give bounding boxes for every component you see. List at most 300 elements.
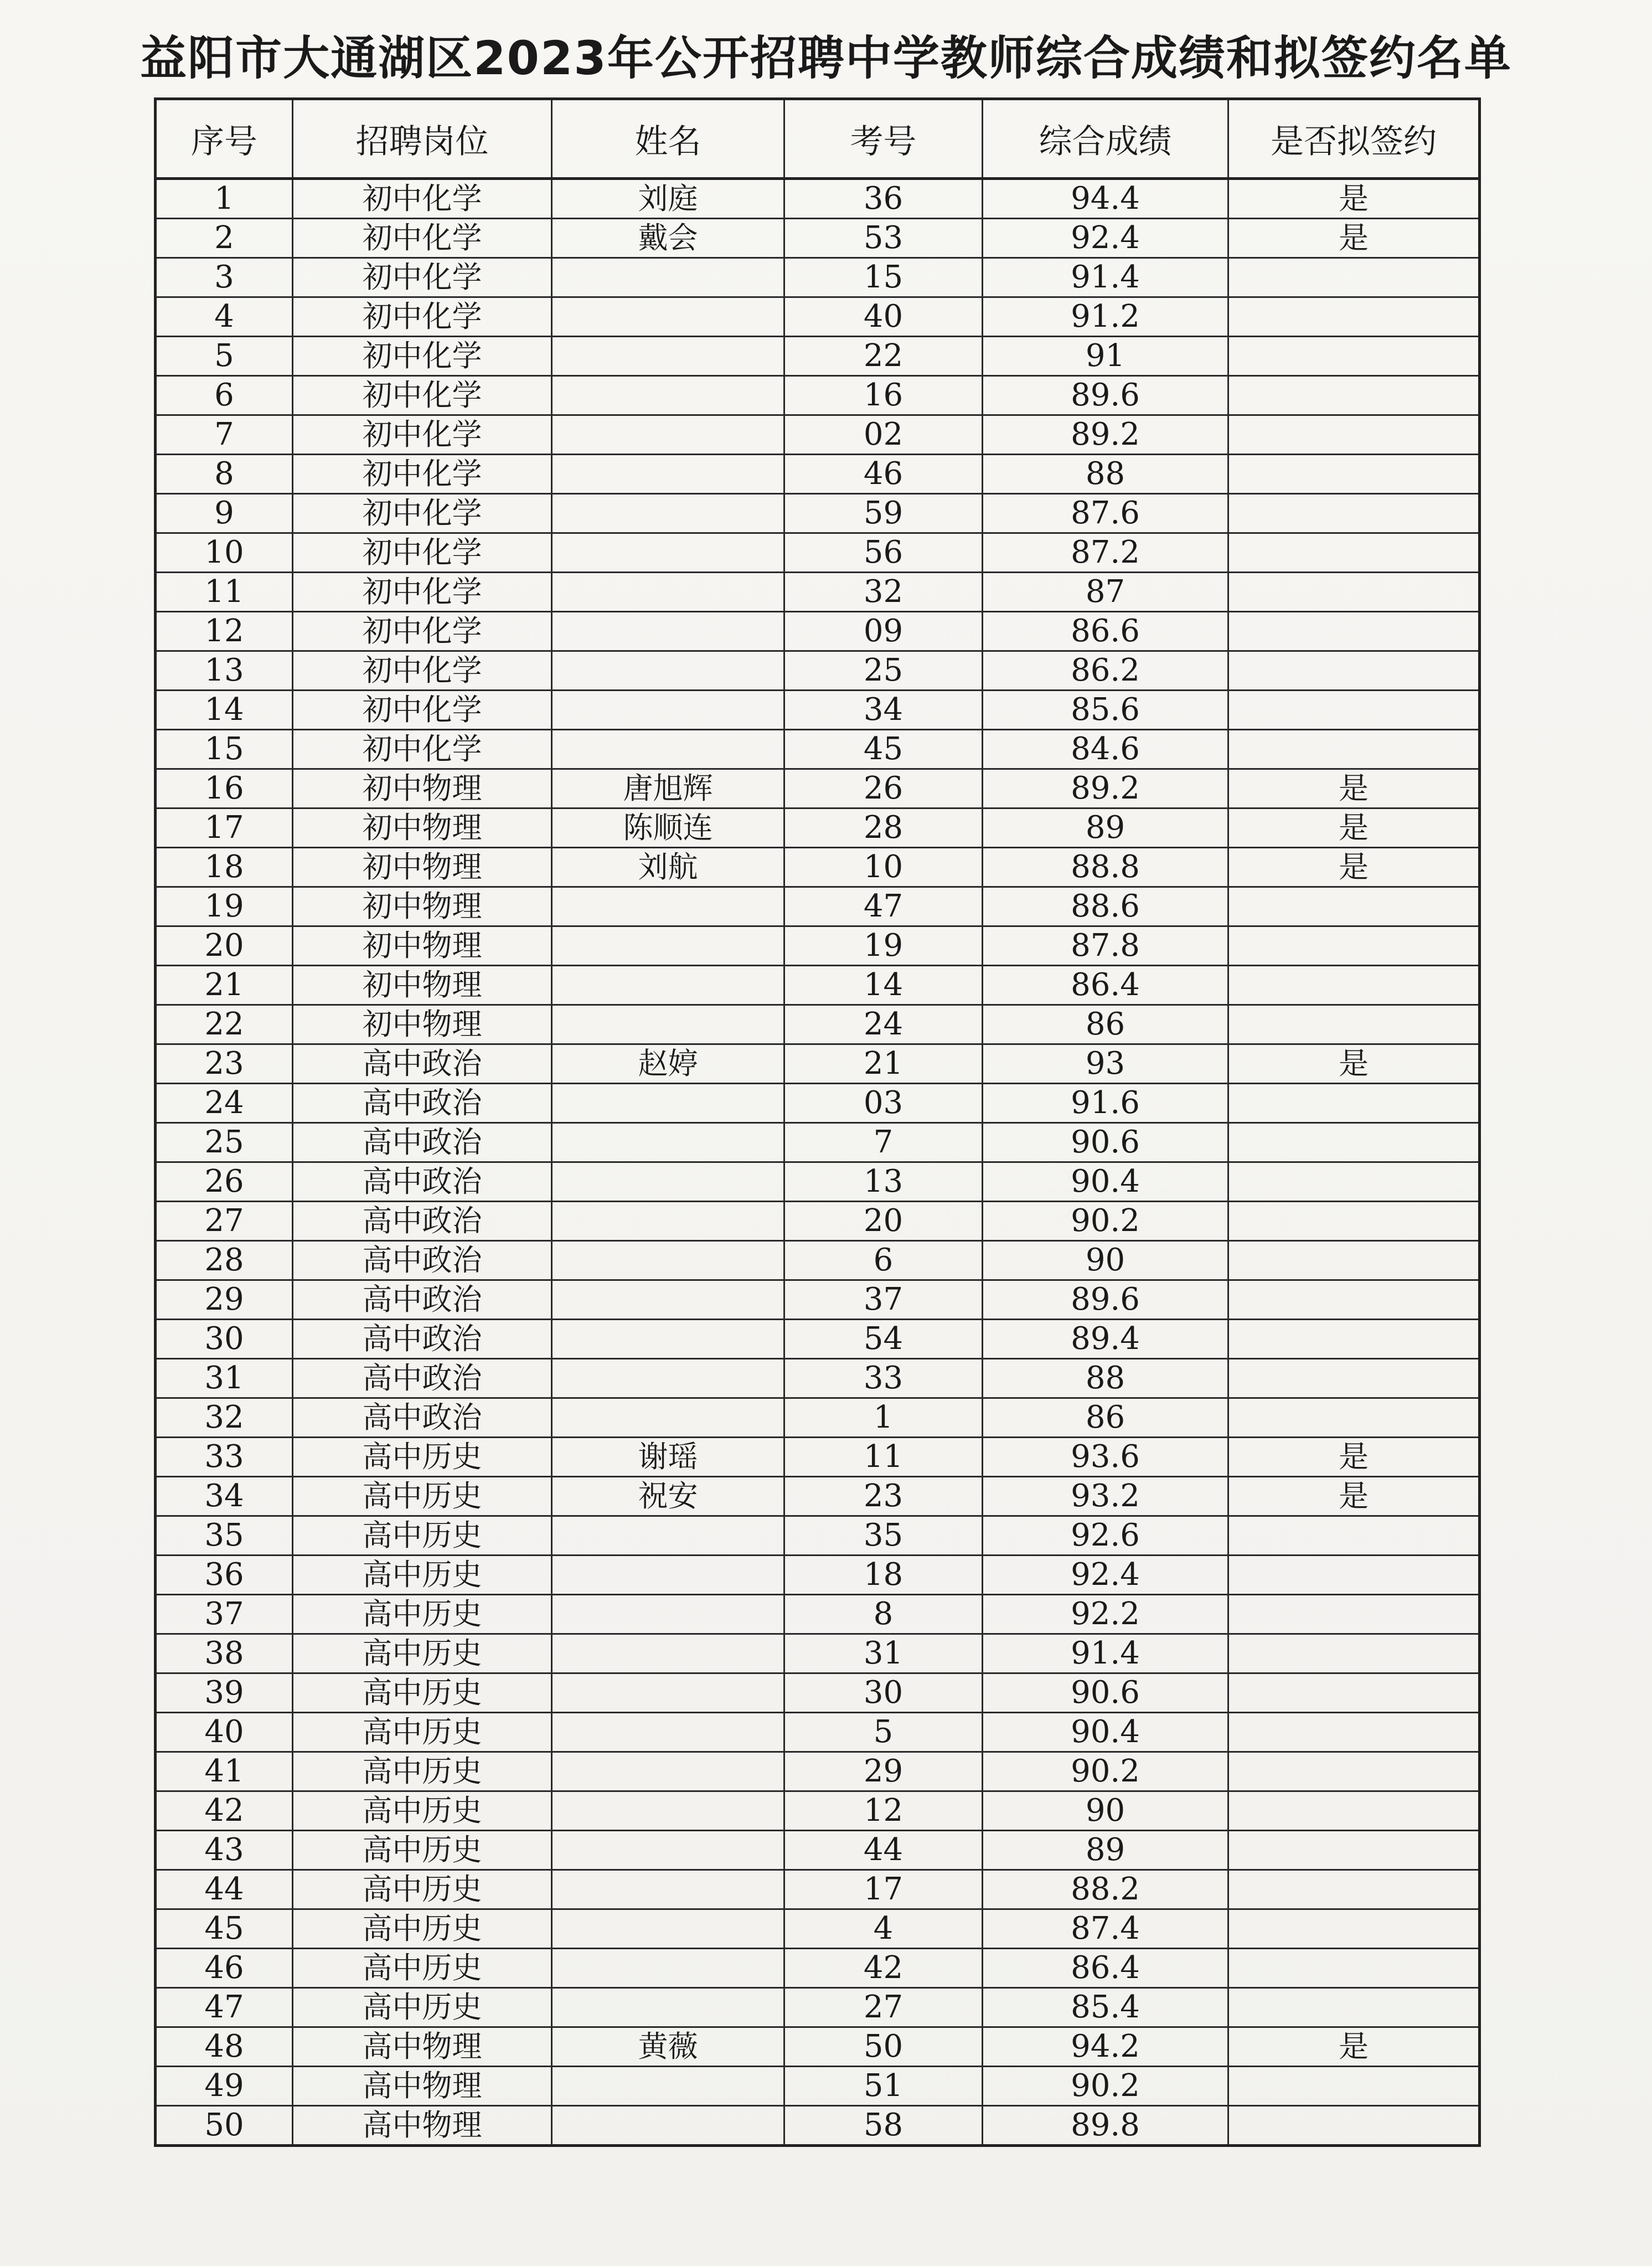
table-row xyxy=(156,926,1480,966)
row-name xyxy=(552,1005,784,1044)
row-name xyxy=(552,730,784,769)
row-index: 47 xyxy=(156,1988,293,2027)
row-index: 8 xyxy=(156,455,293,494)
row-score: 86.6 xyxy=(983,612,1228,651)
row-position: 初中物理 xyxy=(293,808,552,848)
table-body xyxy=(156,179,1480,2146)
table-row xyxy=(156,1123,1480,1162)
row-name xyxy=(552,1988,784,2027)
row-position: 高中历史 xyxy=(293,1870,552,1909)
row-index: 11 xyxy=(156,573,293,612)
row-score: 93 xyxy=(983,1044,1228,1084)
row-index: 25 xyxy=(156,1123,293,1162)
row-position: 高中政治 xyxy=(293,1123,552,1162)
table-row xyxy=(156,730,1480,769)
row-signing xyxy=(1228,1005,1480,1044)
row-score: 85.4 xyxy=(983,1988,1228,2027)
row-exam-number: 30 xyxy=(784,1673,983,1713)
row-index: 31 xyxy=(156,1359,293,1398)
row-score: 90.2 xyxy=(983,1752,1228,1791)
row-position: 高中历史 xyxy=(293,1438,552,1477)
table-row xyxy=(156,376,1480,415)
row-exam-number: 8 xyxy=(784,1595,983,1634)
row-exam-number: 16 xyxy=(784,376,983,415)
table-row xyxy=(156,2067,1480,2106)
row-signing xyxy=(1228,1988,1480,2027)
row-exam-number: 1 xyxy=(784,1398,983,1438)
row-exam-number: 15 xyxy=(784,258,983,297)
row-index: 23 xyxy=(156,1044,293,1084)
row-exam-number: 14 xyxy=(784,966,983,1005)
row-index: 4 xyxy=(156,297,293,337)
row-name xyxy=(552,1831,784,1870)
row-position: 初中化学 xyxy=(293,415,552,455)
row-position: 初中化学 xyxy=(293,297,552,337)
table-row xyxy=(156,1044,1480,1084)
row-exam-number: 59 xyxy=(784,494,983,533)
row-index: 21 xyxy=(156,966,293,1005)
row-score: 93.2 xyxy=(983,1477,1228,1516)
row-exam-number: 46 xyxy=(784,455,983,494)
row-index: 34 xyxy=(156,1477,293,1516)
row-name: 赵婷 xyxy=(552,1044,784,1084)
row-score: 92.6 xyxy=(983,1516,1228,1556)
row-score: 87.6 xyxy=(983,494,1228,533)
row-position: 高中政治 xyxy=(293,1359,552,1398)
row-score: 89.8 xyxy=(983,2106,1228,2146)
row-exam-number: 02 xyxy=(784,415,983,455)
row-index: 29 xyxy=(156,1280,293,1320)
row-name: 谢瑶 xyxy=(552,1438,784,1477)
row-name: 刘庭 xyxy=(552,179,784,219)
row-signing: 是 xyxy=(1228,1438,1480,1477)
row-name xyxy=(552,887,784,926)
table-row xyxy=(156,337,1480,376)
row-position: 初中化学 xyxy=(293,258,552,297)
row-index: 13 xyxy=(156,651,293,691)
row-exam-number: 33 xyxy=(784,1359,983,1398)
row-exam-number: 29 xyxy=(784,1752,983,1791)
row-signing xyxy=(1228,966,1480,1005)
table-row xyxy=(156,1752,1480,1791)
row-position: 高中政治 xyxy=(293,1044,552,1084)
row-index: 20 xyxy=(156,926,293,966)
row-index: 22 xyxy=(156,1005,293,1044)
row-score: 91.4 xyxy=(983,258,1228,297)
table-row xyxy=(156,219,1480,258)
row-name xyxy=(552,337,784,376)
row-position: 高中历史 xyxy=(293,1477,552,1516)
row-score: 91.4 xyxy=(983,1634,1228,1673)
row-score: 90.4 xyxy=(983,1162,1228,1202)
row-signing xyxy=(1228,1241,1480,1280)
row-position: 初中化学 xyxy=(293,651,552,691)
table-row xyxy=(156,1595,1480,1634)
row-signing xyxy=(1228,651,1480,691)
row-name xyxy=(552,533,784,573)
row-score: 89.2 xyxy=(983,415,1228,455)
row-position: 高中物理 xyxy=(293,2067,552,2106)
row-signing xyxy=(1228,258,1480,297)
row-score: 91 xyxy=(983,337,1228,376)
row-name xyxy=(552,1870,784,1909)
row-score: 86 xyxy=(983,1005,1228,1044)
row-signing xyxy=(1228,691,1480,730)
row-signing xyxy=(1228,926,1480,966)
table-row xyxy=(156,1634,1480,1673)
row-score: 94.4 xyxy=(983,179,1228,219)
header-position: 招聘岗位 xyxy=(293,99,552,179)
row-index: 32 xyxy=(156,1398,293,1438)
row-index: 6 xyxy=(156,376,293,415)
row-index: 26 xyxy=(156,1162,293,1202)
row-name: 刘航 xyxy=(552,848,784,887)
row-signing xyxy=(1228,1949,1480,1988)
row-signing xyxy=(1228,1713,1480,1752)
row-position: 高中政治 xyxy=(293,1320,552,1359)
table-row xyxy=(156,1359,1480,1398)
row-name xyxy=(552,415,784,455)
row-signing xyxy=(1228,1280,1480,1320)
row-exam-number: 4 xyxy=(784,1909,983,1949)
row-exam-number: 23 xyxy=(784,1477,983,1516)
row-name xyxy=(552,1909,784,1949)
row-exam-number: 24 xyxy=(784,1005,983,1044)
results-table xyxy=(154,97,1481,2147)
row-score: 88 xyxy=(983,455,1228,494)
row-score: 90 xyxy=(983,1791,1228,1831)
row-position: 高中历史 xyxy=(293,1713,552,1752)
row-signing xyxy=(1228,1556,1480,1595)
row-exam-number: 27 xyxy=(784,1988,983,2027)
row-exam-number: 17 xyxy=(784,1870,983,1909)
row-score: 91.6 xyxy=(983,1084,1228,1123)
row-index: 37 xyxy=(156,1595,293,1634)
row-name xyxy=(552,1280,784,1320)
row-score: 88.8 xyxy=(983,848,1228,887)
header-row xyxy=(156,99,1480,179)
row-position: 高中政治 xyxy=(293,1398,552,1438)
row-exam-number: 6 xyxy=(784,1241,983,1280)
row-index: 38 xyxy=(156,1634,293,1673)
header-name: 姓名 xyxy=(552,99,784,179)
row-score: 88 xyxy=(983,1359,1228,1398)
row-score: 92.2 xyxy=(983,1595,1228,1634)
row-score: 90.2 xyxy=(983,2067,1228,2106)
row-index: 39 xyxy=(156,1673,293,1713)
row-signing xyxy=(1228,612,1480,651)
row-signing xyxy=(1228,533,1480,573)
row-signing: 是 xyxy=(1228,1477,1480,1516)
table-row xyxy=(156,1949,1480,1988)
row-signing xyxy=(1228,573,1480,612)
table-row xyxy=(156,1162,1480,1202)
table-row xyxy=(156,887,1480,926)
row-exam-number: 28 xyxy=(784,808,983,848)
row-name xyxy=(552,376,784,415)
table-row xyxy=(156,1320,1480,1359)
table-row xyxy=(156,691,1480,730)
table-row xyxy=(156,848,1480,887)
row-exam-number: 35 xyxy=(784,1516,983,1556)
row-name: 祝安 xyxy=(552,1477,784,1516)
row-name xyxy=(552,2106,784,2146)
row-position: 初中物理 xyxy=(293,1005,552,1044)
row-signing: 是 xyxy=(1228,808,1480,848)
row-score: 92.4 xyxy=(983,1556,1228,1595)
row-exam-number: 22 xyxy=(784,337,983,376)
row-position: 初中化学 xyxy=(293,612,552,651)
table-row xyxy=(156,808,1480,848)
row-signing xyxy=(1228,1162,1480,1202)
row-exam-number: 5 xyxy=(784,1713,983,1752)
row-name xyxy=(552,1202,784,1241)
row-score: 90 xyxy=(983,1241,1228,1280)
header-score: 综合成绩 xyxy=(983,99,1228,179)
row-signing xyxy=(1228,376,1480,415)
row-exam-number: 18 xyxy=(784,1556,983,1595)
row-signing xyxy=(1228,1595,1480,1634)
row-score: 89.2 xyxy=(983,769,1228,808)
row-name xyxy=(552,1084,784,1123)
row-index: 17 xyxy=(156,808,293,848)
row-signing xyxy=(1228,1084,1480,1123)
row-signing xyxy=(1228,1831,1480,1870)
row-exam-number: 21 xyxy=(784,1044,983,1084)
row-signing xyxy=(1228,1634,1480,1673)
row-score: 85.6 xyxy=(983,691,1228,730)
row-name xyxy=(552,297,784,337)
row-score: 90.6 xyxy=(983,1123,1228,1162)
table-row xyxy=(156,1673,1480,1713)
header-index: 序号 xyxy=(156,99,293,179)
row-name xyxy=(552,1516,784,1556)
row-name xyxy=(552,926,784,966)
row-score: 90.6 xyxy=(983,1673,1228,1713)
row-position: 初中物理 xyxy=(293,887,552,926)
row-signing xyxy=(1228,1791,1480,1831)
row-index: 43 xyxy=(156,1831,293,1870)
table-row xyxy=(156,1202,1480,1241)
row-index: 49 xyxy=(156,2067,293,2106)
row-signing: 是 xyxy=(1228,179,1480,219)
row-signing xyxy=(1228,1320,1480,1359)
row-exam-number: 42 xyxy=(784,1949,983,1988)
row-score: 91.2 xyxy=(983,297,1228,337)
table-row xyxy=(156,258,1480,297)
row-position: 初中化学 xyxy=(293,376,552,415)
row-signing xyxy=(1228,1909,1480,1949)
row-signing xyxy=(1228,1752,1480,1791)
row-position: 高中历史 xyxy=(293,1949,552,1988)
row-signing xyxy=(1228,1673,1480,1713)
row-name xyxy=(552,1791,784,1831)
table-row xyxy=(156,1477,1480,1516)
row-signing xyxy=(1228,1202,1480,1241)
row-position: 高中历史 xyxy=(293,1909,552,1949)
row-exam-number: 11 xyxy=(784,1438,983,1477)
row-index: 40 xyxy=(156,1713,293,1752)
row-signing xyxy=(1228,730,1480,769)
row-position: 初中化学 xyxy=(293,455,552,494)
table-row xyxy=(156,455,1480,494)
row-name xyxy=(552,1595,784,1634)
row-position: 高中历史 xyxy=(293,1634,552,1673)
row-signing xyxy=(1228,1398,1480,1438)
row-exam-number: 25 xyxy=(784,651,983,691)
table-row xyxy=(156,1556,1480,1595)
row-name xyxy=(552,1949,784,1988)
row-exam-number: 13 xyxy=(784,1162,983,1202)
row-name xyxy=(552,1398,784,1438)
row-exam-number: 12 xyxy=(784,1791,983,1831)
row-score: 87.2 xyxy=(983,533,1228,573)
table-row xyxy=(156,1870,1480,1909)
row-score: 89.6 xyxy=(983,1280,1228,1320)
row-index: 28 xyxy=(156,1241,293,1280)
row-score: 89.6 xyxy=(983,376,1228,415)
row-exam-number: 32 xyxy=(784,573,983,612)
row-name xyxy=(552,573,784,612)
row-name xyxy=(552,691,784,730)
row-position: 高中物理 xyxy=(293,2106,552,2146)
row-signing: 是 xyxy=(1228,1044,1480,1084)
row-signing xyxy=(1228,337,1480,376)
table-row xyxy=(156,1398,1480,1438)
row-position: 高中政治 xyxy=(293,1084,552,1123)
row-exam-number: 10 xyxy=(784,848,983,887)
row-index: 3 xyxy=(156,258,293,297)
row-index: 9 xyxy=(156,494,293,533)
row-index: 14 xyxy=(156,691,293,730)
row-index: 1 xyxy=(156,179,293,219)
row-signing: 是 xyxy=(1228,848,1480,887)
row-name xyxy=(552,1634,784,1673)
row-index: 16 xyxy=(156,769,293,808)
row-index: 50 xyxy=(156,2106,293,2146)
row-index: 2 xyxy=(156,219,293,258)
row-index: 5 xyxy=(156,337,293,376)
table-row xyxy=(156,1791,1480,1831)
table-row xyxy=(156,297,1480,337)
row-exam-number: 37 xyxy=(784,1280,983,1320)
row-signing xyxy=(1228,1359,1480,1398)
table-header xyxy=(156,99,1480,179)
row-signing xyxy=(1228,1870,1480,1909)
row-position: 高中历史 xyxy=(293,1556,552,1595)
row-exam-number: 40 xyxy=(784,297,983,337)
table-row xyxy=(156,573,1480,612)
table-row xyxy=(156,2106,1480,2146)
row-position: 高中政治 xyxy=(293,1162,552,1202)
header-exam-number: 考号 xyxy=(784,99,983,179)
row-signing xyxy=(1228,415,1480,455)
row-position: 初中化学 xyxy=(293,533,552,573)
row-index: 18 xyxy=(156,848,293,887)
row-position: 高中历史 xyxy=(293,1791,552,1831)
row-position: 初中物理 xyxy=(293,769,552,808)
row-signing: 是 xyxy=(1228,2027,1480,2067)
row-position: 初中物理 xyxy=(293,848,552,887)
row-score: 90.2 xyxy=(983,1202,1228,1241)
row-position: 高中历史 xyxy=(293,1516,552,1556)
row-score: 90.4 xyxy=(983,1713,1228,1752)
row-signing: 是 xyxy=(1228,219,1480,258)
row-name xyxy=(552,651,784,691)
row-name xyxy=(552,1162,784,1202)
row-exam-number: 34 xyxy=(784,691,983,730)
row-exam-number: 56 xyxy=(784,533,983,573)
row-position: 初中化学 xyxy=(293,219,552,258)
row-position: 初中物理 xyxy=(293,926,552,966)
row-signing xyxy=(1228,2067,1480,2106)
table-row xyxy=(156,1988,1480,2027)
row-score: 93.6 xyxy=(983,1438,1228,1477)
row-position: 高中历史 xyxy=(293,1595,552,1634)
row-position: 高中历史 xyxy=(293,1673,552,1713)
row-index: 7 xyxy=(156,415,293,455)
row-exam-number: 03 xyxy=(784,1084,983,1123)
row-position: 初中化学 xyxy=(293,691,552,730)
row-index: 27 xyxy=(156,1202,293,1241)
row-index: 48 xyxy=(156,2027,293,2067)
row-index: 46 xyxy=(156,1949,293,1988)
row-score: 86.4 xyxy=(983,1949,1228,1988)
row-index: 44 xyxy=(156,1870,293,1909)
table-row xyxy=(156,1241,1480,1280)
row-position: 初中化学 xyxy=(293,573,552,612)
row-signing xyxy=(1228,455,1480,494)
row-index: 30 xyxy=(156,1320,293,1359)
row-name xyxy=(552,966,784,1005)
row-exam-number: 36 xyxy=(784,179,983,219)
row-score: 89 xyxy=(983,808,1228,848)
row-position: 高中政治 xyxy=(293,1280,552,1320)
row-score: 84.6 xyxy=(983,730,1228,769)
table-row xyxy=(156,651,1480,691)
row-name xyxy=(552,1241,784,1280)
row-position: 初中化学 xyxy=(293,494,552,533)
row-signing xyxy=(1228,887,1480,926)
row-name xyxy=(552,1752,784,1791)
table-row xyxy=(156,1831,1480,1870)
row-index: 19 xyxy=(156,887,293,926)
row-score: 86.2 xyxy=(983,651,1228,691)
row-name xyxy=(552,1359,784,1398)
row-name: 陈顺连 xyxy=(552,808,784,848)
table-row xyxy=(156,494,1480,533)
row-exam-number: 45 xyxy=(784,730,983,769)
row-name xyxy=(552,1320,784,1359)
row-name xyxy=(552,1123,784,1162)
table-row xyxy=(156,2027,1480,2067)
table-row xyxy=(156,1084,1480,1123)
row-score: 89 xyxy=(983,1831,1228,1870)
row-signing xyxy=(1228,2106,1480,2146)
row-index: 36 xyxy=(156,1556,293,1595)
row-index: 45 xyxy=(156,1909,293,1949)
row-score: 87.4 xyxy=(983,1909,1228,1949)
row-score: 87 xyxy=(983,573,1228,612)
row-score: 88.6 xyxy=(983,887,1228,926)
row-signing xyxy=(1228,297,1480,337)
row-score: 86 xyxy=(983,1398,1228,1438)
row-position: 高中政治 xyxy=(293,1241,552,1280)
row-exam-number: 20 xyxy=(784,1202,983,1241)
table-row xyxy=(156,1713,1480,1752)
table-row xyxy=(156,1005,1480,1044)
row-name xyxy=(552,494,784,533)
